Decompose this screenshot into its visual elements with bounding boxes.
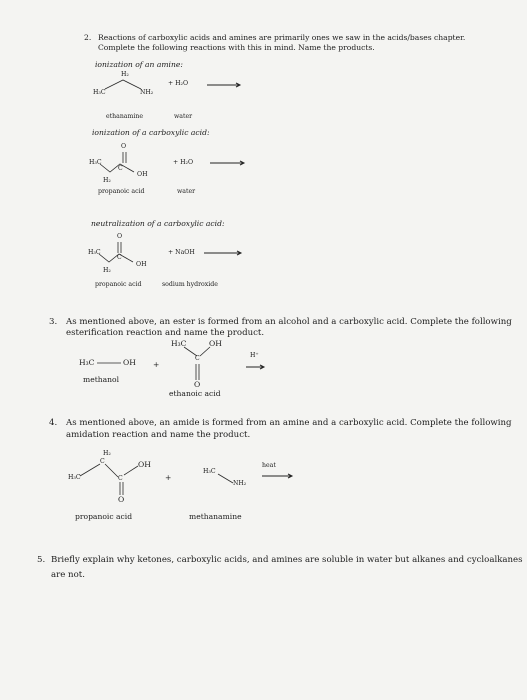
methanol-name: methanol bbox=[83, 375, 120, 384]
q3-line1: As mentioned above, an ester is formed from an alcohol and a carboxylic acid. Complete the following bbox=[66, 317, 512, 327]
r1-water-name: water bbox=[174, 113, 193, 120]
r3-h3c-label: H₃C bbox=[88, 249, 101, 256]
propanoic-h3c-label: H₃C bbox=[68, 474, 81, 481]
r3-oh-label: OH bbox=[136, 261, 147, 268]
r2-ch2-label: H₂ bbox=[103, 177, 111, 184]
q4-number: 4. bbox=[49, 418, 58, 428]
ethanoic-bonds bbox=[184, 347, 210, 380]
r3-c-label: C bbox=[117, 254, 122, 261]
r1-h3c-label: H₃C bbox=[93, 89, 106, 96]
propanoic-c1-label: C bbox=[100, 458, 105, 465]
r3-reactant-name: propanoic acid bbox=[95, 281, 142, 288]
methanamine-nh2-label: NH₂ bbox=[233, 480, 247, 487]
ethanoic-oh-label: OH bbox=[209, 339, 222, 348]
ethanoic-c-label: C bbox=[195, 355, 200, 362]
q5-line1: Briefly explain why ketones, carboxylic acids, and amines are soluble in water but alkanes and cycloalkanes bbox=[51, 555, 523, 565]
r1-title: ionization of an amine: bbox=[95, 60, 183, 69]
r3-ch2-label: H₂ bbox=[103, 267, 111, 274]
methanol-oh-label: OH bbox=[123, 358, 136, 367]
q5-number: 5. bbox=[37, 555, 46, 565]
methanol-h3c-label: H₃C bbox=[79, 358, 95, 367]
q3-plus: + bbox=[153, 360, 160, 369]
r1-ch2-label: H₂ bbox=[121, 71, 129, 78]
r3-title: neutralization of a carboxylic acid: bbox=[91, 219, 225, 228]
propanoic-bonds bbox=[80, 464, 138, 495]
propanoic-o-label: O bbox=[118, 495, 125, 504]
r1-bonds bbox=[105, 80, 141, 89]
r1-plus-water: + H₂O bbox=[168, 80, 189, 87]
r2-reactant-name: propanoic acid bbox=[98, 188, 145, 195]
r2-h3c-label: H₃C bbox=[89, 159, 102, 166]
q2-line1: Reactions of carboxylic acids and amines are primarily ones we saw in the acids/bases chapter. bbox=[98, 33, 466, 42]
r2-c-label: C bbox=[118, 165, 123, 172]
ethanoic-o-label: O bbox=[194, 380, 201, 389]
propanoic-c2-label: C bbox=[118, 475, 123, 482]
q4-line2: amidation reaction and name the product. bbox=[66, 430, 251, 440]
q2-line2: Complete the following reactions with this in mind. Name the products. bbox=[98, 43, 375, 52]
r3-o-label: O bbox=[117, 233, 123, 240]
r3-naoh-name: sodium hydroxide bbox=[162, 281, 218, 288]
r2-plus-water: + H₂O bbox=[173, 159, 194, 166]
r1-nh2-label: NH₂ bbox=[140, 89, 154, 96]
methanamine-h3c-label: H₃C bbox=[203, 468, 216, 475]
ethanoic-name: ethanoic acid bbox=[169, 389, 221, 398]
methanamine-bond bbox=[218, 474, 233, 483]
r3-bonds bbox=[99, 242, 133, 262]
propanoic-ch2-label: H₂ bbox=[103, 450, 111, 457]
methanamine-name: methanamine bbox=[189, 512, 242, 521]
r1-reactant-name: ethanamine bbox=[106, 113, 143, 120]
ethanoic-h3c-label: H₃C bbox=[171, 339, 187, 348]
r2-oh-label: OH bbox=[137, 171, 148, 178]
r2-title: ionization of a carboxylic acid: bbox=[92, 128, 210, 137]
r3-plus-naoh: + NaOH bbox=[168, 249, 195, 256]
propanoic-name: propanoic acid bbox=[75, 512, 133, 521]
r2-water-name: water bbox=[177, 188, 196, 195]
r2-o-label: O bbox=[121, 143, 127, 150]
q3-line2: esterification reaction and name the product. bbox=[66, 328, 265, 338]
q4-line1: As mentioned above, an amide is formed from an amine and a carboxylic acid. Complete the following bbox=[66, 418, 512, 428]
q4-plus: + bbox=[165, 473, 172, 482]
propanoic-oh-label: OH bbox=[138, 460, 151, 469]
q3-catalyst: H⁺ bbox=[250, 352, 259, 359]
q5-line2: are not. bbox=[51, 570, 85, 580]
q4-condition: heat bbox=[262, 462, 276, 469]
q3-number: 3. bbox=[49, 317, 58, 327]
q2-number: 2. bbox=[84, 33, 92, 42]
r2-bonds bbox=[100, 152, 134, 172]
